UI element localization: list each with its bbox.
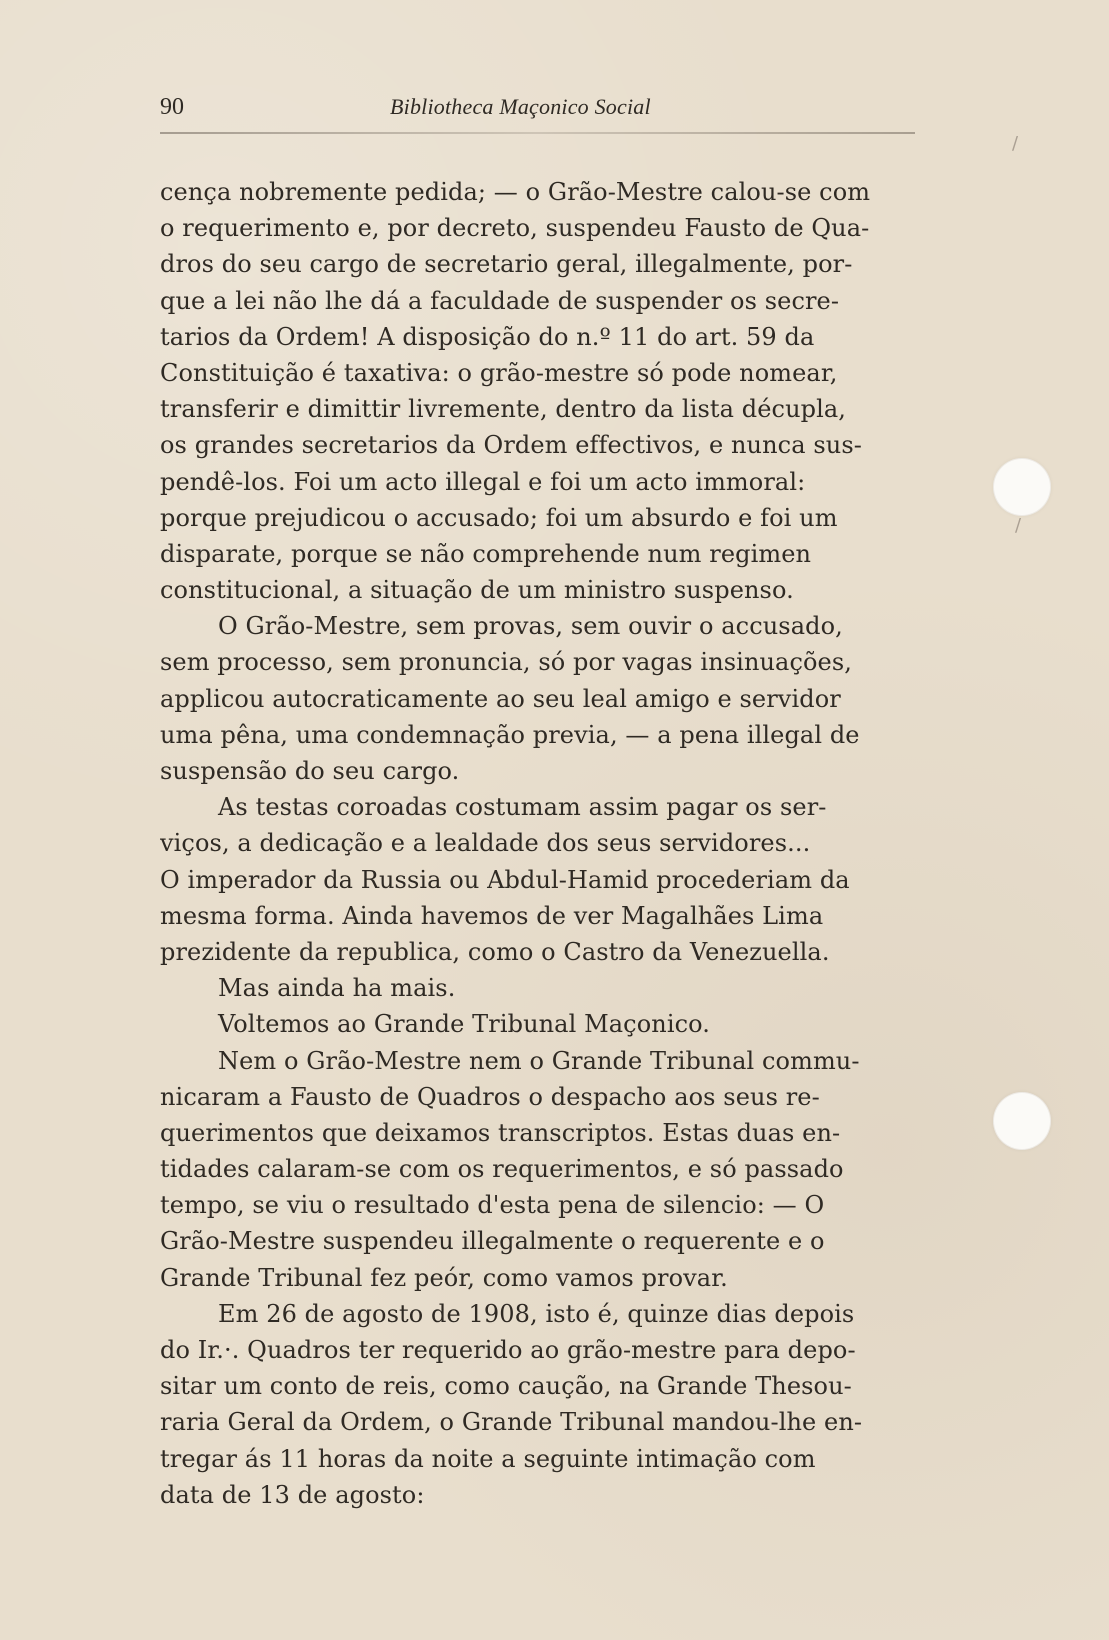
text-line: pendê-los. Foi um acto illegal e foi um acto immoral: — [160, 467, 806, 496]
text-line: sitar um conto de reis, como caução, na Grande Thesou- — [160, 1372, 852, 1401]
page-number: 90 — [160, 94, 184, 120]
text-line: Constituição é taxativa: o grão-mestre só pode nomear, — [160, 358, 838, 387]
paper-mark-icon: / — [1012, 133, 1019, 154]
text-line: sem processo, sem pronuncia, só por vagas insinuações, — [160, 648, 853, 677]
text-line: viços, a dedicação e a lealdade dos seus servidores... — [160, 829, 811, 858]
text-line: tempo, se viu o resultado d'esta pena de silencio: — O — [160, 1191, 825, 1220]
punch-hole — [993, 458, 1051, 516]
text-line: Mas ainda ha mais. — [218, 974, 456, 1003]
text-line: nicaram a Fausto de Quadros o despacho aos seus re- — [160, 1082, 820, 1111]
text-line: disparate, porque se não comprehende num regimen — [160, 539, 812, 568]
text-line: Em 26 de agosto de 1908, isto é, quinze dias depois — [218, 1299, 855, 1328]
text-line: querimentos que deixamos transcriptos. Estas duas en- — [160, 1118, 841, 1147]
text-line: uma pêna, uma condemnação previa, — a pena illegal de — [160, 720, 860, 749]
text-line: cença nobremente pedida; — o Grão-Mestre calou-se com — [160, 178, 871, 206]
header-rule — [160, 132, 915, 134]
text-line: tidades calaram-se com os requerimentos, e só passado — [160, 1155, 844, 1184]
text-line: Grão-Mestre suspendeu illegalmente o requerente e o — [160, 1227, 825, 1256]
page-header — [160, 94, 910, 134]
text-line: O imperador da Russia ou Abdul-Hamid procederiam da — [160, 865, 850, 894]
text-line: Voltemos ao Grande Tribunal Maçonico. — [218, 1010, 710, 1039]
text-line: que a lei não lhe dá a faculdade de suspender os secre- — [160, 286, 840, 315]
text-line: transferir e dimittir livremente, dentro da lista décupla, — [160, 395, 847, 424]
text-line: tarios da Ordem! A disposição do n.º 11 do art. 59 da — [160, 322, 815, 351]
text-line: mesma forma. Ainda havemos de ver Magalhães Lima — [160, 901, 824, 930]
text-line: os grandes secretarios da Ordem effectivos, e nunca sus- — [160, 431, 862, 460]
text-line: dros do seu cargo de secretario geral, illegalmente, por- — [160, 250, 853, 279]
text-line: suspensão do seu cargo. — [160, 757, 460, 785]
text-line: Nem o Grão-Mestre nem o Grande Tribunal commu- — [218, 1046, 860, 1075]
paper-mark-icon: / — [1015, 515, 1022, 536]
text-line: O Grão-Mestre, sem provas, sem ouvir o accusado, — [218, 612, 843, 641]
text-line: do Ir.·. Quadros ter requerido ao grão-mestre para depo- — [160, 1336, 856, 1364]
text-line: tregar ás 11 horas da noite a seguinte intimação com — [160, 1444, 816, 1473]
punch-hole — [993, 1092, 1051, 1150]
text-line: applicou autocraticamente ao seu leal amigo e servidor — [160, 684, 841, 713]
body-text — [160, 174, 915, 1513]
text-line: As testas coroadas costumam assim pagar os ser- — [218, 793, 827, 822]
running-title: Bibliotheca Maçonico Social — [390, 94, 651, 119]
text-line: raria Geral da Ordem, o Grande Tribunal mandou-lhe en- — [160, 1408, 863, 1437]
text-line: Grande Tribunal fez peór, como vamos provar. — [160, 1263, 728, 1292]
text-line: data de 13 de agosto: — [160, 1480, 425, 1509]
text-line: constitucional, a situação de um ministro suspenso. — [160, 576, 794, 605]
text-line: prezidente da republica, como o Castro da Venezuella. — [160, 937, 830, 966]
text-line: o requerimento e, por decreto, suspendeu Fausto de Qua- — [160, 214, 870, 243]
text-line: porque prejudicou o accusado; foi um absurdo e foi um — [160, 503, 838, 532]
